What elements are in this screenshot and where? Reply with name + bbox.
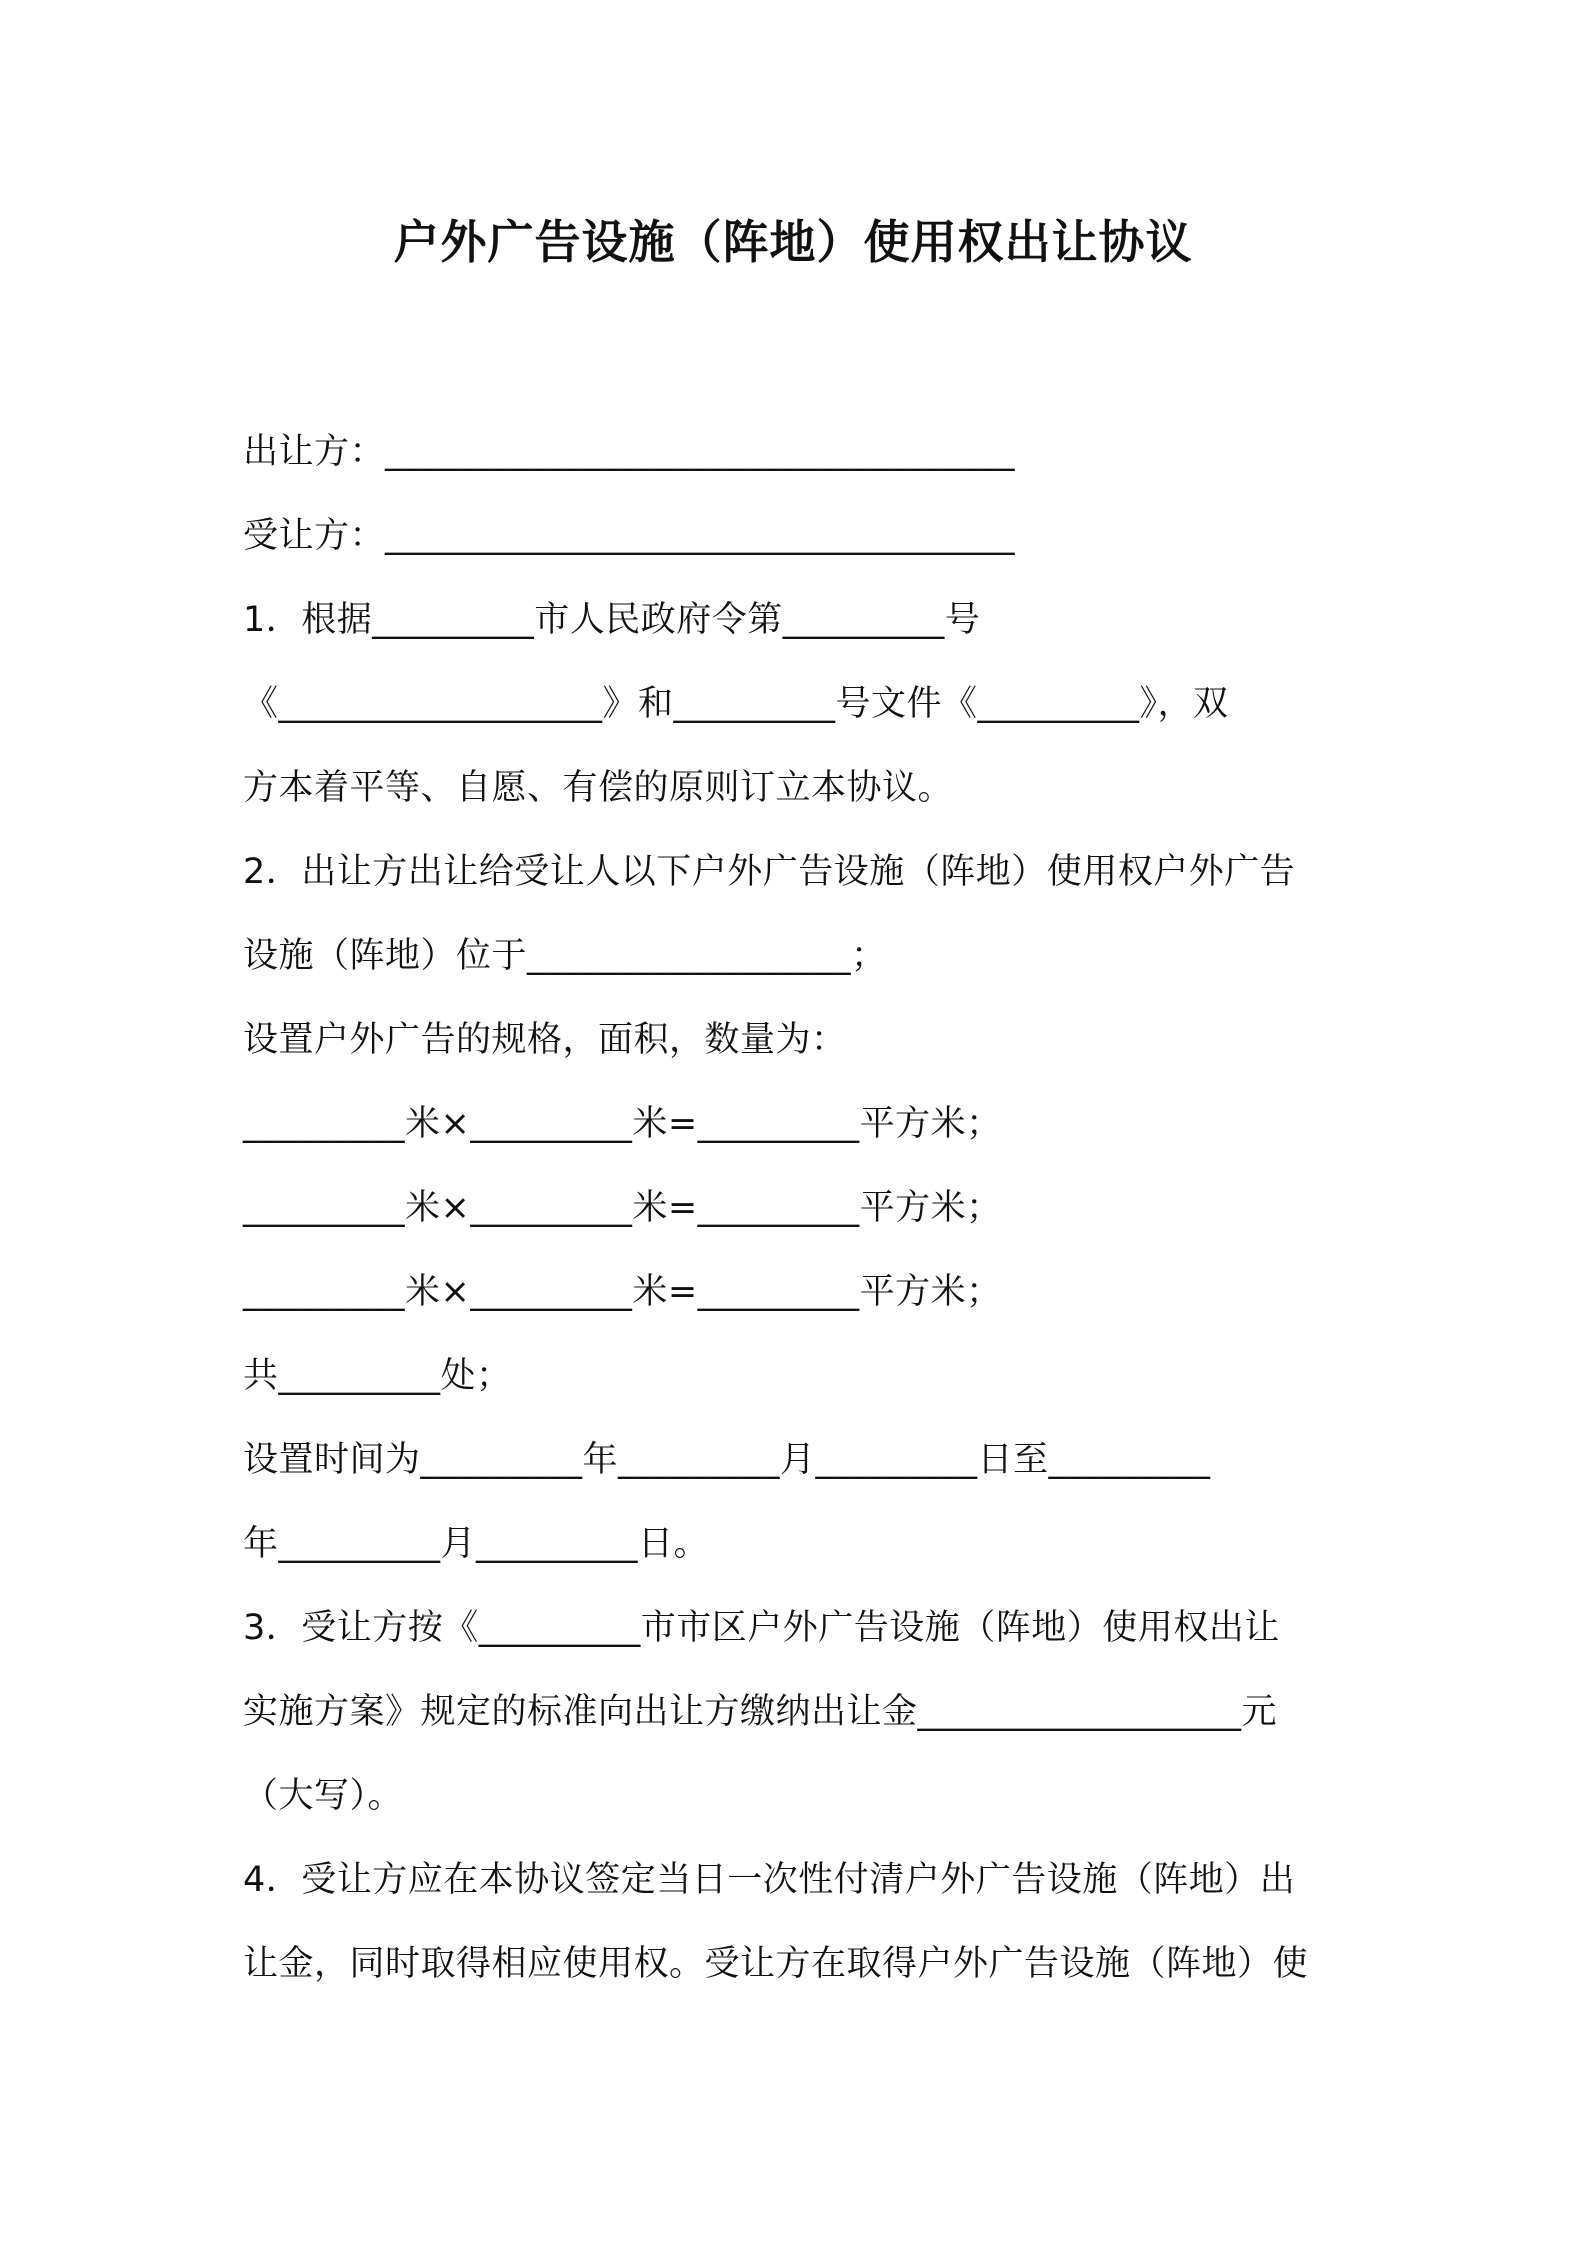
clause-2-line-2: 设施（阵地）位于__________________； [243, 936, 887, 976]
clause-2-line-1: 2．出让方出让给受让人以下户外广告设施（阵地）使用权户外广告 [243, 852, 1296, 892]
period-line-1: 设置时间为_________年_________月_________日至_________ [243, 1440, 1211, 1480]
document-body [243, 410, 1363, 2006]
clause-4-line-1: 4．受让方应在本协议签定当日一次性付清户外广告设施（阵地）出 [243, 1860, 1296, 1900]
clause-3-line-3: （大写）。 [243, 1776, 404, 1816]
total-count-line: 共_________处； [243, 1356, 512, 1396]
clause-3-line-1: 3．受让方按《_________市市区户外广告设施（阵地）使用权出让 [243, 1608, 1280, 1648]
spec-line-2: _________米×_________米=_________平方米； [243, 1188, 1002, 1228]
clause-4-line-2: 让金，同时取得相应使用权。受让方在取得户外广告设施（阵地）使 [243, 1944, 1309, 1984]
clause-1-line-3: 方本着平等、自愿、有偿的原则订立本协议。 [243, 768, 954, 808]
clause-3-line-2: 实施方案》规定的标准向出让方缴纳出让金__________________元 [243, 1692, 1278, 1732]
transferor-line: 出让方：___________________________________ [243, 432, 1016, 472]
spec-line-3: _________米×_________米=_________平方米； [243, 1272, 1002, 1312]
period-line-2: 年_________月_________日。 [243, 1524, 710, 1564]
clause-1-line-2: 《__________________》和_________号文件《_________》，双 [243, 684, 1229, 724]
clause-1-line-1: 1．根据_________市人民政府令第_________号 [243, 600, 981, 640]
spec-heading: 设置户外广告的规格，面积，数量为： [243, 1020, 847, 1060]
document-title: 户外广告设施（阵地）使用权出让协议 [393, 215, 1193, 269]
spec-line-1: _________米×_________米=_________平方米； [243, 1104, 1002, 1144]
transferee-line: 受让方：___________________________________ [243, 516, 1016, 556]
